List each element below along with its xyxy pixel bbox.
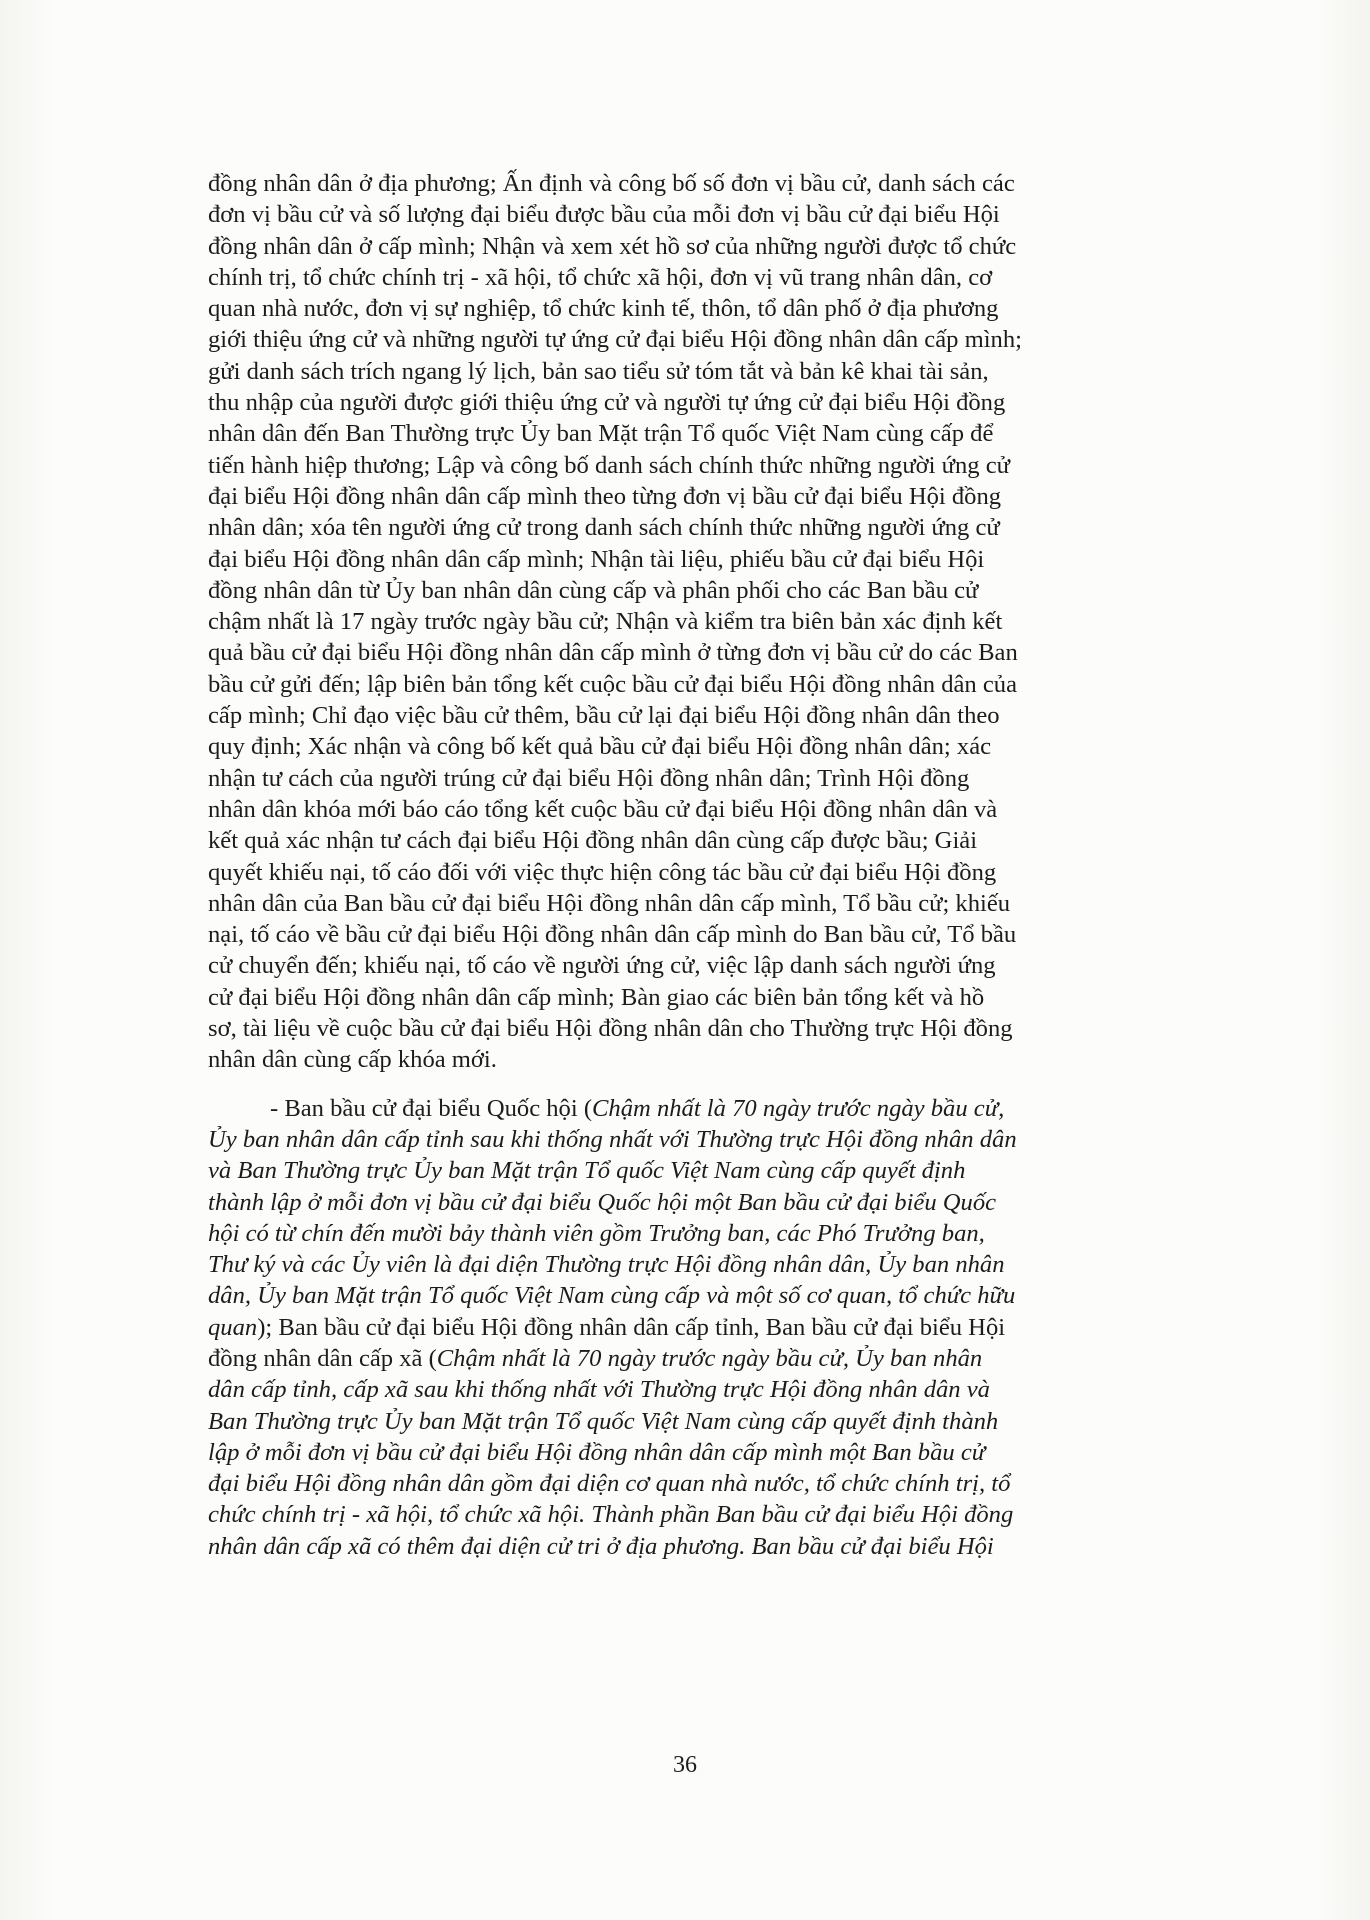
- text-line: cử đại biểu Hội đồng nhân dân cấp mình; Bàn giao các biên bản tổng kết và hồ: [208, 983, 985, 1011]
- text-line: nhân dân đến Ban Thường trực Ủy ban Mặt trận Tổ quốc Việt Nam cùng cấp để: [208, 420, 994, 448]
- body-text: [208, 168, 1168, 1562]
- text-line: đồng nhân dân từ Ủy ban nhân dân cùng cấp và phân phối cho các Ban bầu cử: [208, 576, 979, 604]
- text-line: và Ban Thường trực Ủy ban Mặt trận Tổ quốc Việt Nam cùng cấp quyết định: [208, 1157, 966, 1185]
- text-line: nhân dân cùng cấp khóa mới.: [208, 1046, 497, 1074]
- text-line: quan nhà nước, đơn vị sự nghiệp, tổ chức kinh tế, thôn, tổ dân phố ở địa phương: [208, 295, 999, 323]
- text-line: sơ, tài liệu về cuộc bầu cử đại biểu Hội đồng nhân dân cho Thường trực Hội đồng: [208, 1015, 1013, 1043]
- text-line: đồng nhân dân ở cấp mình; Nhận và xem xét hồ sơ của những người được tổ chức: [208, 232, 1017, 260]
- page-number: 36: [673, 1752, 697, 1778]
- text-line: dân cấp tỉnh, cấp xã sau khi thống nhất với Thường trực Hội đồng nhân dân và: [208, 1376, 990, 1404]
- text-line: đồng nhân dân ở địa phương; Ấn định và công bố số đơn vị bầu cử, danh sách các: [208, 170, 1015, 197]
- paragraph: [208, 168, 1168, 1076]
- text-line: gửi danh sách trích ngang lý lịch, bản sao tiểu sử tóm tắt và bản kê khai tài sản,: [208, 357, 989, 385]
- text-line: quyết khiếu nại, tố cáo đối với việc thực hiện công tác bầu cử đại biểu Hội đồng: [208, 858, 997, 886]
- text-line: tiến hành hiệp thương; Lập và công bố danh sách chính thức những người ứng cử: [208, 451, 1010, 479]
- paragraph: [208, 1093, 1168, 1562]
- text-line: Ủy ban nhân dân cấp tỉnh sau khi thống nhất với Thường trực Hội đồng nhân dân: [208, 1125, 1017, 1153]
- text-line: giới thiệu ứng cử và những người tự ứng cử đại biểu Hội đồng nhân dân cấp mình;: [208, 326, 1022, 354]
- text-line: bầu cử gửi đến; lập biên bản tổng kết cuộc bầu cử đại biểu Hội đồng nhân dân của: [208, 670, 1017, 698]
- text-line: đại biểu Hội đồng nhân dân cấp mình; Nhận tài liệu, phiếu bầu cử đại biểu Hội: [208, 545, 985, 573]
- text-line: cấp mình; Chỉ đạo việc bầu cử thêm, bầu cử lại đại biểu Hội đồng nhân dân theo: [208, 702, 1000, 730]
- text-line: hội có từ chín đến mười bảy thành viên gồm Trưởng ban, các Phó Trưởng ban,: [208, 1219, 985, 1247]
- text-line: nại, tố cáo về bầu cử đại biểu Hội đồng nhân dân cấp mình do Ban bầu cử, Tổ bầu: [208, 921, 1017, 949]
- text-line: chức chính trị - xã hội, tổ chức xã hội. Thành phần Ban bầu cử đại biểu Hội đồng: [208, 1501, 1014, 1529]
- text-line: kết quả xác nhận tư cách đại biểu Hội đồng nhân dân cùng cấp được bầu; Giải: [208, 827, 978, 855]
- text-line: nhân dân khóa mới báo cáo tổng kết cuộc bầu cử đại biểu Hội đồng nhân dân và: [208, 795, 998, 823]
- text-line: dân, Ủy ban Mặt trận Tổ quốc Việt Nam cùng cấp và một số cơ quan, tổ chức hữu: [208, 1282, 1016, 1310]
- text-line: thành lập ở mỗi đơn vị bầu cử đại biểu Quốc hội một Ban bầu cử đại biểu Quốc: [208, 1188, 997, 1216]
- text-line: đơn vị bầu cử và số lượng đại biểu được bầu của mỗi đơn vị bầu cử đại biểu Hội: [208, 201, 1000, 229]
- text-line: thu nhập của người được giới thiệu ứng cử và người tự ứng cử đại biểu Hội đồng: [208, 389, 1006, 417]
- text-line: Ban Thường trực Ủy ban Mặt trận Tổ quốc Việt Nam cùng cấp quyết định thành: [208, 1407, 999, 1435]
- text-line: đại biểu Hội đồng nhân dân cấp mình theo từng đơn vị bầu cử đại biểu Hội đồng: [208, 482, 1002, 510]
- text-line: - Ban bầu cử đại biểu Quốc hội (Chậm nhất là 70 ngày trước ngày bầu cử,: [270, 1094, 1005, 1122]
- text-line: đồng nhân dân cấp xã (Chậm nhất là 70 ngày trước ngày bầu cử, Ủy ban nhân: [208, 1344, 983, 1372]
- text-line: nhân dân của Ban bầu cử đại biểu Hội đồng nhân dân cấp mình, Tổ bầu cử; khiếu: [208, 889, 1011, 917]
- text-line: quan); Ban bầu cử đại biểu Hội đồng nhân dân cấp tỉnh, Ban bầu cử đại biểu Hội: [208, 1313, 1006, 1341]
- text-line: nhân dân; xóa tên người ứng cử trong danh sách chính thức những người ứng cử: [208, 514, 1000, 542]
- text-line: chính trị, tổ chức chính trị - xã hội, tổ chức xã hội, đơn vị vũ trang nhân dân, cơ: [208, 263, 993, 291]
- text-line: cử chuyển đến; khiếu nại, tố cáo về người ứng cử, việc lập danh sách người ứng: [208, 952, 996, 980]
- text-line: nhân dân cấp xã có thêm đại diện cử tri ở địa phương. Ban bầu cử đại biểu Hội: [208, 1532, 994, 1560]
- text-line: nhận tư cách của người trúng cử đại biểu Hội đồng nhân dân; Trình Hội đồng: [208, 764, 970, 792]
- text-line: quả bầu cử đại biểu Hội đồng nhân dân cấp mình ở từng đơn vị bầu cử do các Ban: [208, 639, 1018, 667]
- text-line: quy định; Xác nhận và công bố kết quả bầu cử đại biểu Hội đồng nhân dân; xác: [208, 733, 992, 761]
- text-line: chậm nhất là 17 ngày trước ngày bầu cử; Nhận và kiểm tra biên bản xác định kết: [208, 608, 1003, 636]
- text-line: lập ở mỗi đơn vị bầu cử đại biểu Hội đồng nhân dân cấp mình một Ban bầu cử: [208, 1438, 986, 1466]
- text-line: đại biểu Hội đồng nhân dân gồm đại diện cơ quan nhà nước, tổ chức chính trị, tổ: [208, 1470, 1011, 1498]
- text-line: Thư ký và các Ủy viên là đại diện Thường trực Hội đồng nhân dân, Ủy ban nhân: [208, 1251, 1005, 1279]
